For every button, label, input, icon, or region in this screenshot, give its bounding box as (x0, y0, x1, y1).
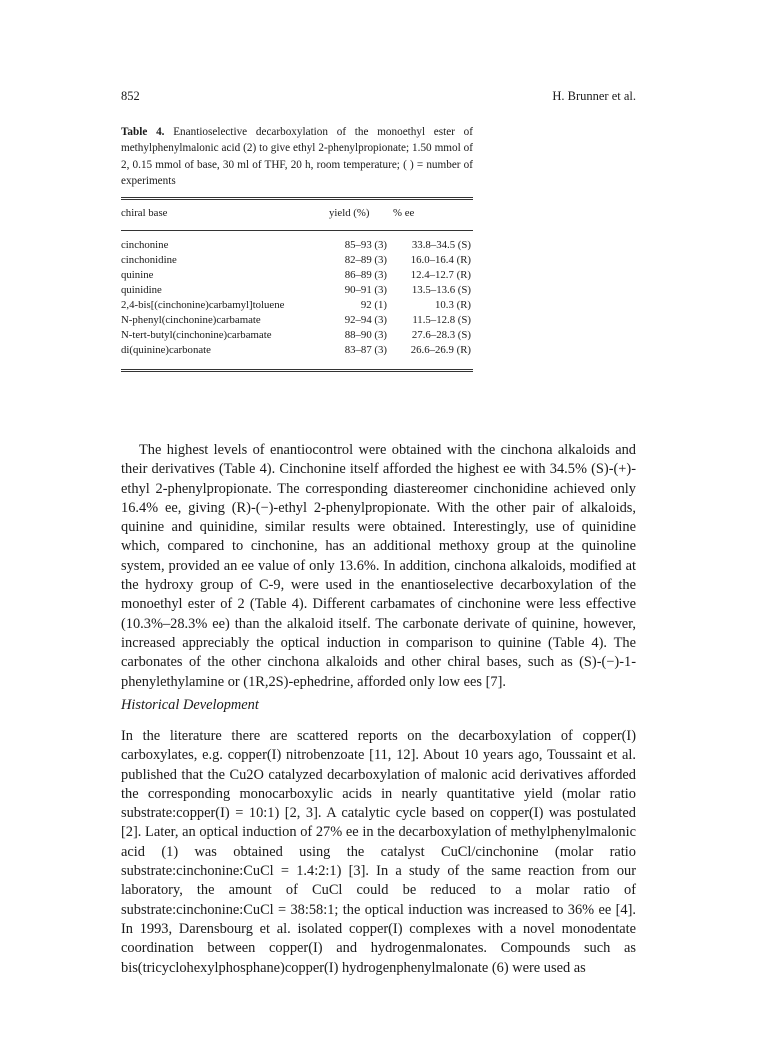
paragraph-text: In the literature there are scattered reports on the decarboxylation of copper(I) carboxylates, e.g. copper(I) nitrobenzoate [11, 12]. About 10 years ago, Toussaint et al. published that the Cu2O catalyzed decarboxylation of malonic acid derivatives afforded the corresponding monocarboxylic acids in nearly quantitative yield (molar ratio substrate:copper(I) = 10:1) [2, 3]. A catalytic cycle based on copper(I) was postulated [2]. Later, an optical induction of 27% ee in the decarboxylation of methylphenylmalonic acid (1) was obtained using the catalyst CuCl/cinchonine (molar ratio substrate:cinchonine:CuCl = 1.4:2:1) [3]. In a study of the same reaction from our laboratory, the amount of CuCl could be reduced to a molar ratio of substrate:cinchonine:CuCl = 38:58:1; the optical induction was increased to 36% ee [4]. In 1993, Darensbourg et al. isolated copper(I) complexes with a novel monodentate coordination between copper(I) and hydrogenmalonates. Compounds such as bis(tricyclohexylphosphane)copper(I) hydrogenphenylmalonate (6) were used as (121, 728, 636, 976)
table-label: Table 4. (121, 126, 165, 138)
body-paragraph-1 (121, 441, 636, 692)
page-number: 852 (121, 89, 140, 103)
cell-ee: 12.4–12.7 (R) (410, 269, 471, 281)
column-header-base: chiral base (121, 207, 168, 219)
table-row (121, 298, 473, 313)
table-row (121, 328, 473, 343)
cell-yield: 88–90 (3) (344, 329, 387, 341)
cell-yield: 85–93 (3) (344, 239, 387, 251)
table-header-rule (121, 230, 473, 231)
cell-yield: 82–89 (3) (344, 254, 387, 266)
cell-ee: 33.8–34.5 (S) (411, 239, 471, 251)
paragraph-text: The highest levels of enantiocontrol were obtained with the cinchona alkaloids and their derivatives (Table 4). Cinchonine itself afforded the highest ee with 34.5% (S)-(+)-ethyl 2-phenylpropionate. The corresponding diastereomer cinchonidine achieved only 16.4% ee, giving (R)-(−)-ethyl 2-phenylpropionate. With the other pair of alkaloids, quinine and quinidine, similar results were obtained. Interestingly, use of quinidine which, compared to cinchonine, has an additional methoxy group at the quinoline system, provided an ee value of only 13.6%. In addition, cinchona alkaloids, modified at the hydroxy group of C-9, were used in the enantioselective decarboxylation of the monoethyl ester of 2 (Table 4). Different carbamates of cinchonine were less effective (10.3%–28.3% ee) than the alkaloid itself. The carbonate derivate of quinine, however, increased appreciably the optical induction in comparison to quinine (Table 4). The carbonates of the other cinchona alkaloids and other chiral bases, such as (S)-(−)-1-phenylethylamine or (1R,2S)-ephedrine, afforded only low ees [7]. (121, 442, 636, 690)
cell-ee: 10.3 (R) (435, 299, 471, 311)
section-heading: Historical Development (121, 697, 259, 713)
page-header (121, 89, 636, 107)
running-head: H. Brunner et al. (552, 89, 636, 103)
table-row (121, 268, 473, 283)
table-row (121, 343, 473, 358)
table-row (121, 313, 473, 328)
cell-base: quinine (121, 269, 154, 281)
cell-ee: 13.5–13.6 (S) (411, 284, 471, 296)
table-caption (121, 124, 473, 190)
cell-yield: 92 (1) (360, 299, 387, 311)
cell-ee: 27.6–28.3 (S) (411, 329, 471, 341)
column-header-ee: % ee (393, 207, 415, 219)
body-paragraph-2 (121, 727, 636, 978)
cell-yield: 92–94 (3) (344, 314, 387, 326)
cell-base: cinchonine (121, 239, 169, 251)
cell-base: N-tert-butyl(cinchonine)carbamate (121, 329, 272, 341)
table-caption-text: Enantioselective decarboxylation of the monoethyl ester of methylphenylmalonic acid (2) to give ethyl 2-phenylpropionate; 1.50 mmol of 2, 0.15 mmol of base, 30 ml of THF, 20 h, room temperature; ( ) = number of experiments (121, 126, 473, 188)
cell-base: N-phenyl(cinchonine)carbamate (121, 314, 261, 326)
table-row (121, 253, 473, 268)
cell-base: di(quinine)carbonate (121, 344, 211, 356)
table-top-rule (121, 197, 473, 198)
cell-base: 2,4-bis[(cinchonine)carbamyl]toluene (121, 299, 285, 311)
cell-ee: 26.6–26.9 (R) (410, 344, 471, 356)
cell-base: cinchonidine (121, 254, 177, 266)
cell-base: quinidine (121, 284, 162, 296)
cell-yield: 90–91 (3) (344, 284, 387, 296)
cell-yield: 86–89 (3) (344, 269, 387, 281)
cell-yield: 83–87 (3) (344, 344, 387, 356)
table-bottom-rule (121, 369, 473, 370)
cell-ee: 16.0–16.4 (R) (410, 254, 471, 266)
column-header-yield: yield (%) (329, 207, 370, 219)
table-row (121, 238, 473, 253)
table-row (121, 283, 473, 298)
cell-ee: 11.5–12.8 (S) (412, 314, 471, 326)
table-header-row (121, 207, 473, 223)
